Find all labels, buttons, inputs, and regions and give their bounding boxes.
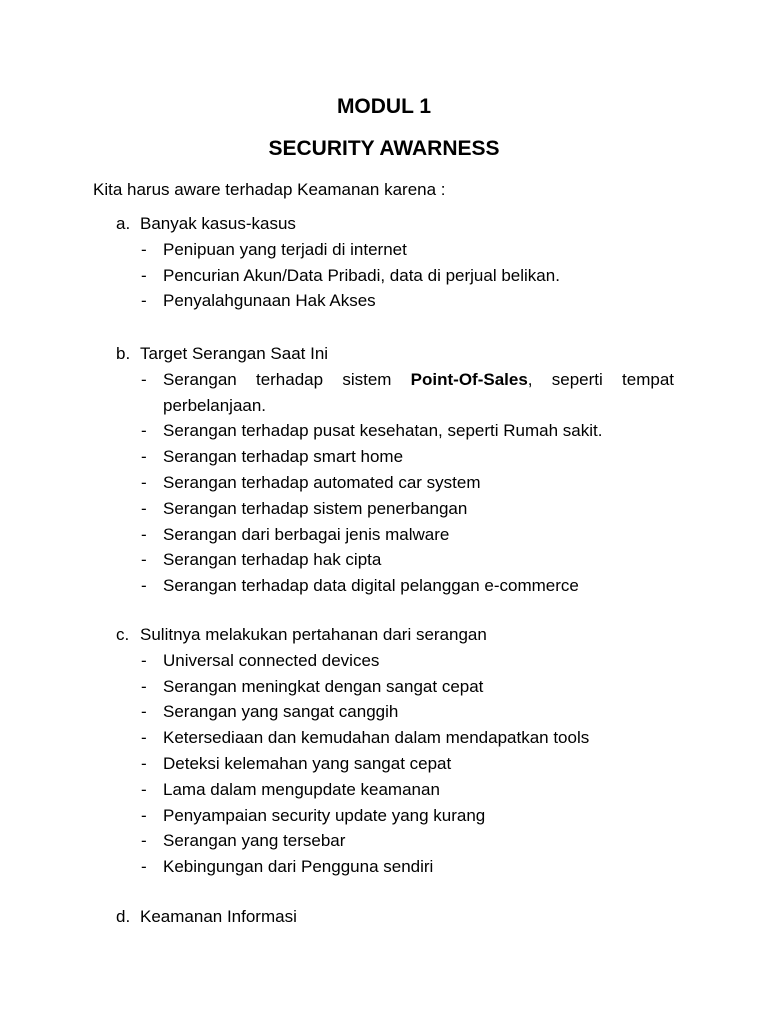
list-item-text: Serangan terhadap data digital pelanggan e-commerce — [163, 576, 579, 596]
dash-bullet: - — [141, 831, 147, 851]
list-item — [0, 367, 768, 419]
dash-bullet: - — [141, 472, 147, 492]
dash-bullet: - — [141, 524, 147, 544]
dash-bullet: - — [141, 753, 147, 773]
dash-bullet: - — [141, 265, 147, 285]
section-letter: c. — [116, 625, 130, 644]
list-item-text: Universal connected devices — [163, 650, 380, 670]
dash-bullet: - — [141, 805, 147, 825]
dash-bullet: - — [141, 676, 147, 696]
section-heading — [0, 211, 768, 237]
section-title: Banyak kasus-kasus — [140, 214, 296, 233]
list-item — [0, 418, 768, 444]
list-item-text — [163, 367, 674, 393]
list-item-text: Penyalahgunaan Hak Akses — [163, 291, 376, 311]
list-item — [0, 288, 768, 314]
list-item-text: Pencurian Akun/Data Pribadi, data di perjual belikan. — [163, 265, 560, 285]
list-item-text: Serangan meningkat dengan sangat cepat — [163, 676, 484, 696]
list-item-text-after: , seperti tempat — [527, 369, 674, 389]
list-item-text: Serangan terhadap pusat kesehatan, seperti Rumah sakit. — [163, 421, 603, 441]
list-item — [0, 777, 768, 803]
section-title: Sulitnya melakukan pertahanan dari serangan — [140, 625, 487, 644]
list-item-text: Penyampaian security update yang kurang — [163, 805, 486, 825]
list-item-text: Serangan terhadap sistem penerbangan — [163, 498, 468, 518]
list-item-text: Serangan terhadap smart home — [163, 447, 404, 467]
list-item — [0, 803, 768, 829]
list-item-text: Kebingungan dari Pengguna sendiri — [163, 857, 434, 877]
list-item — [0, 237, 768, 263]
section-a — [0, 211, 768, 314]
list-item-text: Serangan terhadap hak cipta — [163, 550, 382, 570]
list-item — [0, 674, 768, 700]
section-d — [0, 904, 768, 930]
document-subtitle: SECURITY AWARNESS — [268, 137, 500, 160]
list-item — [0, 444, 768, 470]
list-item — [0, 496, 768, 522]
dash-bullet: - — [141, 779, 147, 799]
dash-bullet: - — [141, 498, 147, 518]
list-item — [0, 470, 768, 496]
dash-bullet: - — [141, 291, 147, 311]
dash-bullet: - — [141, 239, 147, 259]
section-letter: b. — [116, 344, 131, 363]
list-item-text: Serangan yang tersebar — [163, 831, 346, 851]
list-item — [0, 725, 768, 751]
section-heading — [0, 622, 768, 648]
list-item-text: Serangan yang sangat canggih — [163, 702, 399, 722]
dash-bullet: - — [141, 421, 147, 441]
dash-bullet: - — [141, 447, 147, 467]
dash-bullet: - — [141, 550, 147, 570]
dash-bullet: - — [141, 576, 147, 596]
list-item-text: Penipuan yang terjadi di internet — [163, 239, 407, 259]
list-item-text: Ketersediaan dan kemudahan dalam mendapatkan tools — [163, 728, 590, 748]
list-item — [0, 751, 768, 777]
dash-bullet: - — [141, 369, 147, 389]
section-b — [0, 341, 768, 599]
list-item — [0, 648, 768, 674]
list-item — [0, 522, 768, 548]
list-item — [0, 828, 768, 854]
list-item-continuation: perbelanjaan. — [163, 395, 267, 415]
dash-bullet: - — [141, 857, 147, 877]
list-item — [0, 854, 768, 880]
list-item-text-before: Serangan terhadap sistem — [163, 369, 411, 389]
section-title: Target Serangan Saat Ini — [140, 344, 329, 363]
section-letter: a. — [116, 214, 131, 233]
bullet-list — [0, 367, 768, 599]
intro-paragraph: Kita harus aware terhadap Keamanan karena : — [93, 180, 446, 199]
section-heading — [0, 904, 768, 930]
list-item — [0, 547, 768, 573]
section-heading — [0, 341, 768, 367]
list-item-text: Serangan dari berbagai jenis malware — [163, 524, 450, 544]
section-c — [0, 622, 768, 880]
dash-bullet: - — [141, 702, 147, 722]
list-item-text: Lama dalam mengupdate keamanan — [163, 779, 440, 799]
bullet-list — [0, 648, 768, 880]
document-title: MODUL 1 — [336, 95, 432, 118]
list-item — [0, 699, 768, 725]
dash-bullet: - — [141, 728, 147, 748]
bullet-list — [0, 237, 768, 314]
list-item-text: Deteksi kelemahan yang sangat cepat — [163, 753, 452, 773]
bold-term: Point-Of-Sales — [410, 369, 528, 389]
list-item — [0, 573, 768, 599]
list-item — [0, 263, 768, 289]
list-item-text: Serangan terhadap automated car system — [163, 472, 481, 492]
dash-bullet: - — [141, 650, 147, 670]
section-letter: d. — [116, 907, 131, 926]
section-title: Keamanan Informasi — [140, 907, 297, 926]
